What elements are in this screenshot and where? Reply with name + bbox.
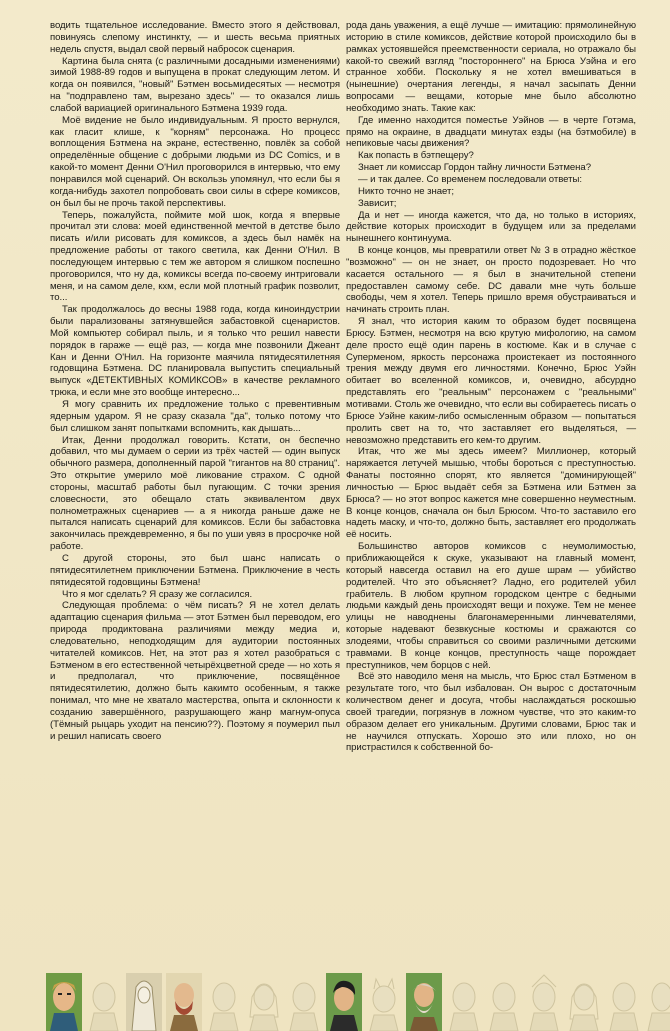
paragraph: С другой стороны, это был шанс написать о пятидесятилетнем приключении Бэтмена. Приключение в честь пятидесятой годовщины Бэтмена! <box>50 552 340 588</box>
hero-portrait-icon <box>44 973 84 1031</box>
paragraph: Я знал, что история каким то образом будет посвящена Брюсу. Бэтмен, несмотря на всю крутую мифологию, на самом деле просто ещё один парень в костюме. Как и в случае с Суперменом, яркость персонажа проистекает из постоянного трения между двумя его личностями. Конечно, Брюс Уэйн обитает во вселенной комиксов, и, очевидно, абсурдно представлять его "реальным" персонажем с "реальными" мотивами. Столь же очевидно, что если вы собираетесь писать о Брюсе Уэйне каким-либо осмысленным образом — попытаться пролить свет на то, что заставляет его выделяться, — невозможно представить его кем-то другим. <box>346 316 636 446</box>
ghost-figure-portrait-icon <box>484 973 524 1031</box>
ghost-man-portrait-icon <box>284 973 324 1031</box>
paragraph: Итак, что же мы здесь имеем? Миллионер, который наряжается летучей мышью, чтобы бороться с преступностью. Фанаты постоянно спорят, кто является "доминирующей" личностью — Брюс выдаёт себя за Бэтмена или Бэтмен за Брюса? — но этот вопрос кажется мне совершенно неуместным. В конце концов, сначала он был Брюсом. Что-то заставило его надеть маску, и что-то, должно быть, заставляет его продолжать её носить. <box>346 446 636 541</box>
bearded-figure-portrait-icon <box>164 973 204 1031</box>
paragraph: Всё это наводило меня на мысль, что Брюс стал Бэтменом в результате того, что был избалован. Он вырос с достаточным количеством денег и досуга, чтобы наслаждаться роскошью своей трагедии, погрязнув в ложном чувстве, что это каким-то образом делает его уникальным. Другими словами, Брюс так и не научился отпускать. Хорошо это или плохо, но он пристрастился к собственной бо- <box>346 671 636 754</box>
paragraph: Что я мог сделать? Я сразу же согласился. <box>62 588 253 600</box>
dark-hair-man-portrait-icon <box>324 973 364 1031</box>
paragraph: — и так далее. Со временем последовали ответы: <box>358 173 582 185</box>
ghost-old-man-portrait-icon <box>444 973 484 1031</box>
ghost-end-portrait-icon <box>644 973 670 1031</box>
paragraph: Я могу сравнить их предложение только с превентивным ядерным ударом. Я не сразу сказала "да", только потому что был слишком занят попытками вспомнить, как дышать... <box>50 399 340 434</box>
paragraph: Где именно находится поместье Уэйнов — в черте Готэма, прямо на окраине, в двадцати минутах езды (на бэтмобиле) в непиковые часы движения? <box>346 114 636 150</box>
paragraph: Картина была снята (с различными досадными изменениями) зимой 1988-89 годов и выпущена в прокат следующим летом. И когда он появился, "новый" Бэтмен восьмидесятых — несмотря на "подправлено там, вырезано здесь" — то оказался лишь слабой вариацией оригинального Бэтмена 1939 года. <box>50 55 340 114</box>
ghost-cat-portrait-icon <box>364 973 404 1031</box>
old-bearded-man-portrait-icon <box>404 973 444 1031</box>
paragraph: Зависит; <box>358 197 397 209</box>
ghost-hero-portrait-icon <box>204 973 244 1031</box>
portrait-strip <box>0 968 670 1031</box>
paragraph: Да и нет — иногда кажется, что да, но только в историях, действие которых происходит в будущем или за пределами нынешнего континуума. <box>346 209 636 245</box>
paragraph: Моё видение не было индивидуальным. Я просто вернулся, как гласит клише, к "корням" персонажа. Но процесс воплощения Бэтмена на экране, естественно, повлёк за собой определённые общение с добрыми людьми из DC Comics, и в какой-то момент Денни О'Нил проговорился в интервью, что ему понравился мой сценарий. Он вскользь упомянул, что если бы я когда-нибудь захотел попробовать свои силы в сфере комиксов, он был бы не прочь такой перспективы. <box>50 114 340 209</box>
paragraph: Следующая проблема: о чём писать? Я не хотел делать адаптацию сценария фильма — этот Бэтмен был переводом, его природа продиктована различиями между медиа и, следовательно, неподходящим для аудитории постоянных читателей комиксов. Нет, на этот раз я хотел разобраться с Бэтменом в его естественной четырёхцветной среде — но хоть я и предполагал, что приключение, посвящённое пятидесятилетию, должно быть какимто особенным, я также понимал, что мне не хватало мастерства, опыта и склонности к созданию завершённого, разрушающего жанр магнум-опуса (Тёмный рыцарь уходит на пенсию??). Поэтому я поумерил пыл и решил написать своего <box>50 600 340 742</box>
paragraph: В конце концов, мы превратили ответ № 3 в отрадно жёсткое "возможно" — он не знает, он просто подозревает. Но что касается остального — я был в значительной степени предоставлен самому себе. DC давали мне чуть больше свободы, чем я хотел. Теперь пришло время обустраиваться и начинать строить план. <box>346 245 636 316</box>
paragraph: Так продолжалось до весны 1988 года, когда киноиндустрии были парализованы затянувшейся забастовкой сценаристов. Мой компьютер собирал пыль, и я только что решил навести порядок в гараже — ещё раз, — когда мне позвонили Джеант Кан и Денни О'Нил. На горизонте маячила пятидесятилетняя годовщина Бэтмена. DC планировала выпустить специальный выпуск «ДЕТЕКТИВНЫХ КОМИКСОВ» в качестве рекламного трюка, и если мне это вообще интересно... <box>50 304 340 399</box>
paragraph: Теперь, пожалуйста, поймите мой шок, когда я впервые прочитал эти слова: моей единственной мечтой в детстве было писать и/или рисовать для комиксов, а здесь был намёк на предложение работы от такого светила, как Денни О'Нил. В последующем интервью с тем же автором я слишком поспешно проговорился, что ну да, комиксы всегда по-своему интриговали меня, и на самом деле, кхм, если мой плотный график позволит, то... <box>50 209 340 304</box>
paragraph: Большинство авторов комиксов с неумолимостью, приближающейся к скуке, указывают на главный момент, который навсегда оставил на его душе шрам — убийство родителей. Что это объясняет? Ладно, его родителей убил грабитель. В любом крупном городском центре с бедными людьми каждый день происходят вещи и похуже. Тем не менее улицы не наводнены благонамеренными линчевателями, которые надевают безвкусные костюмы и сражаются со злодеями, чтобы справиться со своими различными детскими травмами. В конце концов, преступность чаще порождает преступников, чем борцов с ней. <box>346 541 636 671</box>
paragraph: Итак, Денни продолжал говорить. Кстати, он беспечно добавил, что мы думаем о серии из трёх частей — один выпуск обычного размера, дополненный парой "гигантов на 80 страниц". Это открытие умерило моё ликование страхом. С одной стороны, масштаб работы был пугающим. С точки зрения словесности, это обещало стать эквивалентом двух полнометражных сценариев — а я никогда раньше даже не пытался написать сценарий для комиксов. Если бы забастовка закончилась преждевременно, я бы по уши увяз в просрочке ной работе. <box>50 434 340 553</box>
ghost-warrior-portrait-icon <box>524 973 564 1031</box>
robed-figure-portrait-icon <box>124 973 164 1031</box>
ghost-face-portrait-icon <box>604 973 644 1031</box>
left-column <box>50 20 340 742</box>
paragraph: рода дань уважения, а ещё лучше — имитацию: прямолинейную историю в стиле комиксов, действие которой происходило бы в рамках устоявшейся преемственности сериала, но отражало бы какой-то свежий взгляд "постороннего" на Брюса Уэйна и его странное хобби. Поскольку я не хотел вмешиваться в (нынешние) очертания легенды, я начал засыпать Денни вопросами — вещами, которые мне было абсолютно необходимо знать. Такие как: <box>346 20 636 114</box>
paragraph: Как попасть в бэтпещеру? <box>358 150 474 162</box>
ghost-woman-portrait-icon <box>244 973 284 1031</box>
ghost-lady-portrait-icon <box>564 973 604 1031</box>
paragraph: Никто точно не знает; <box>358 185 454 197</box>
right-column <box>346 20 636 754</box>
paragraph: водить тщательное исследование. Вместо этого я действовал, повинуясь слепому инстинкту, — и шесть весьма приятных недель спустя, выдал свой первый набросок сценария. <box>50 20 340 55</box>
ghost-portrait-icon <box>84 973 124 1031</box>
paragraph: Знает ли комиссар Гордон тайну личности Бэтмена? <box>358 162 591 174</box>
